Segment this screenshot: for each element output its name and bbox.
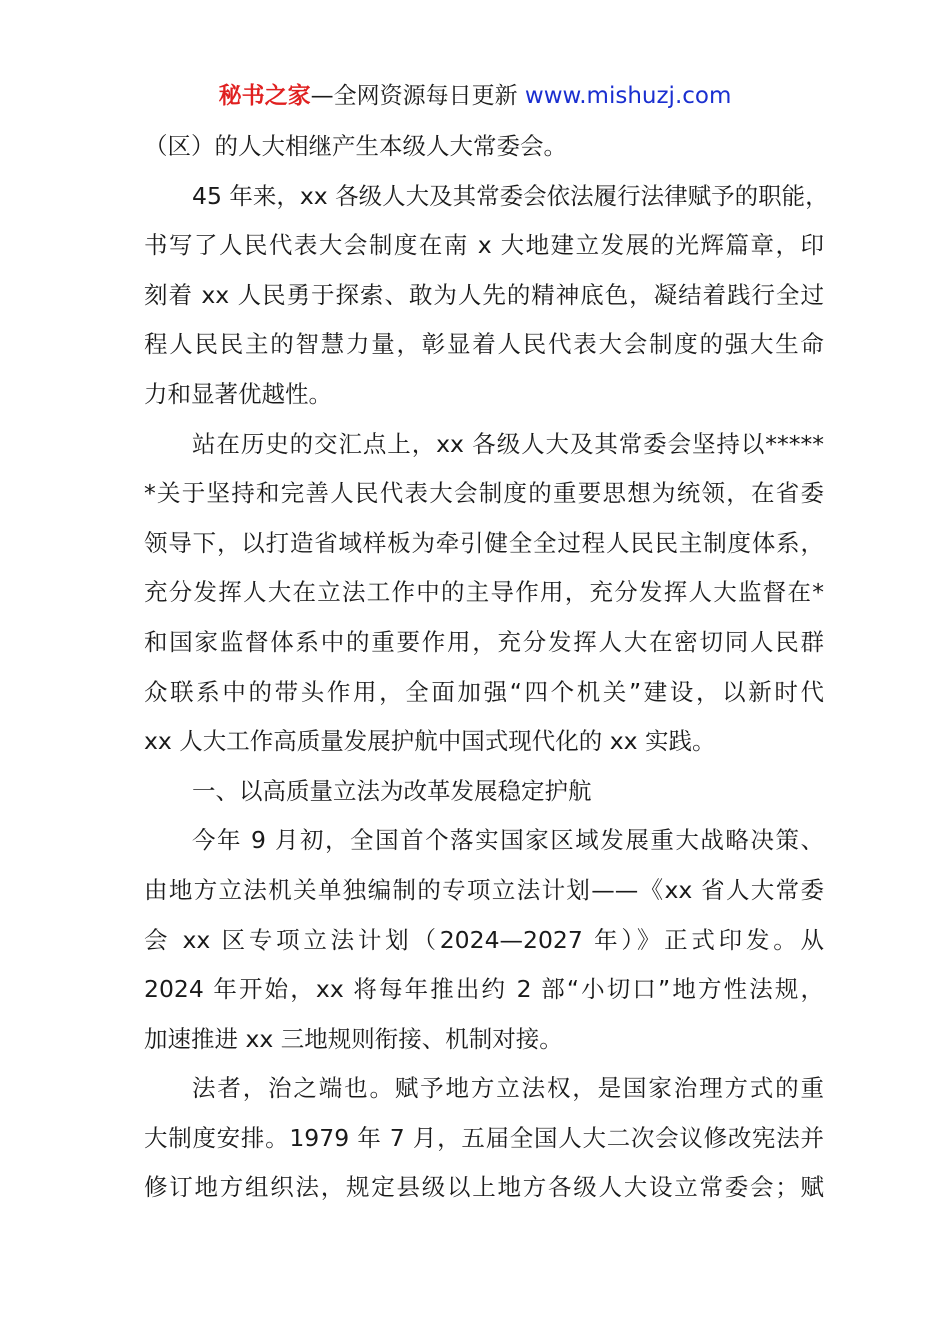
- text-line: 书写了人民代表大会制度在南 x 大地建立发展的光辉篇章，印: [144, 231, 824, 260]
- text-line: 和国家监督体系中的重要作用，充分发挥人大在密切同人民群: [144, 627, 824, 656]
- text-line: （区）的人大相继产生本级人大常委会。: [144, 132, 567, 160]
- text-line: 众联系中的带头作用，全面加强“四个机关”建设，以新时代: [144, 677, 824, 706]
- text-line: 修订地方组织法，规定县级以上地方各级人大设立常委会；赋: [144, 1173, 824, 1202]
- text-line: 充分发挥人大在立法工作中的主导作用，充分发挥人大监督在*: [144, 578, 824, 607]
- text-line: 法者，治之端也。赋予地方立法权，是国家治理方式的重: [192, 1074, 824, 1103]
- text-line: 大制度安排。1979 年 7 月，五届全国人大二次会议修改宪法并: [144, 1123, 824, 1152]
- document-body: [144, 122, 829, 1213]
- text-line: 今年 9 月初，全国首个落实国家区域发展重大战略决策、: [192, 826, 824, 855]
- text-line: 2024 年开始，xx 将每年推出约 2 部“小切口”地方性法规，: [144, 975, 824, 1004]
- text-line: 45 年来，xx 各级人大及其常委会依法履行法律赋予的职能，: [192, 181, 829, 210]
- text-line: 领导下，以打造省域样板为牵引健全全过程人民民主制度体系，: [144, 528, 824, 557]
- text-line: 程人民民主的智慧力量，彰显着人民代表大会制度的强大生命: [144, 330, 824, 359]
- site-header: [0, 80, 950, 112]
- site-tagline: —全网资源每日更新: [310, 83, 525, 109]
- site-url-link[interactable]: www.mishuzj.com: [524, 83, 732, 109]
- text-line: 由地方立法机关单独编制的专项立法计划——《xx 省人大常委: [144, 875, 824, 904]
- text-line: 加速推进 xx 三地规则衔接、机制对接。: [144, 1024, 563, 1053]
- text-line: xx 人大工作高质量发展护航中国式现代化的 xx 实践。: [144, 727, 716, 756]
- text-line: 刻着 xx 人民勇于探索、敢为人先的精神底色，凝结着践行全过: [144, 280, 824, 309]
- site-brand: 秘书之家: [218, 83, 311, 109]
- text-line: 站在历史的交汇点上，xx 各级人大及其常委会坚持以*****: [192, 429, 824, 458]
- text-line: 一、以高质量立法为改革发展稳定护航: [192, 776, 592, 805]
- text-line: 力和显著优越性。: [144, 379, 332, 408]
- text-line: *关于坚持和完善人民代表大会制度的重要思想为统领，在省委: [144, 479, 824, 508]
- text-line: 会 xx 区专项立法计划（2024—2027 年）》正式印发。从: [144, 925, 824, 954]
